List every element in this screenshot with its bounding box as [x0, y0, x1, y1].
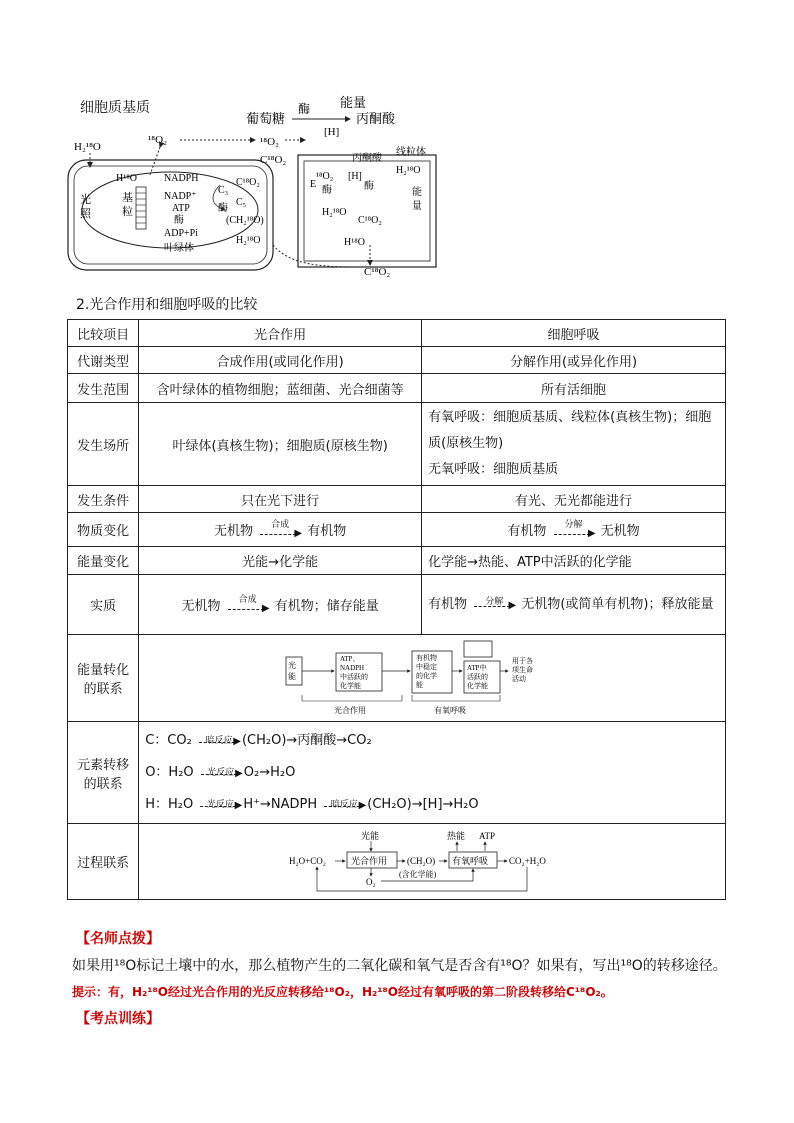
- text: 无机物(或简单有机物)；释放能量: [521, 596, 714, 612]
- cell: 含叶绿体的植物细胞；蓝细菌、光合细菌等: [139, 374, 422, 403]
- cell: 发生范围: [68, 374, 139, 403]
- co2-chloro: C¹⁸O₂: [236, 177, 260, 188]
- cell: 化学能→热能、ATP中活跃的化学能: [422, 547, 726, 575]
- mito-energy-1: 能: [412, 187, 422, 198]
- cell: [139, 513, 422, 547]
- teacher-tip-heading: 【名师点拨】: [76, 931, 160, 947]
- cytoplasm-label: 细胞质基质: [80, 100, 150, 116]
- cell: 物质变化: [68, 513, 139, 547]
- text: H：H₂O: [145, 796, 194, 812]
- reaction-arrow: 合成 ▶: [258, 525, 302, 539]
- pyruvate: 丙酮酸: [356, 111, 396, 126]
- reaction-arrow: 合成 ▶: [226, 600, 270, 614]
- header-item: 比较项目: [68, 320, 139, 347]
- table-row: [68, 824, 726, 900]
- text: 有机物: [428, 596, 468, 612]
- cell: 实质: [68, 575, 139, 635]
- table-row: [68, 320, 726, 347]
- table-row: [68, 575, 726, 635]
- enzyme-chloro: 酶: [174, 215, 184, 226]
- reaction-arrow: 光反应 ▶: [199, 765, 243, 779]
- c3: C₃: [218, 185, 229, 196]
- cell: 叶绿体(真核生物)；细胞质(原核生物): [139, 403, 422, 486]
- cell: [422, 575, 726, 635]
- c5: C₅: [236, 197, 247, 208]
- pr-heat: 热能: [447, 830, 466, 841]
- table-row: [68, 347, 726, 374]
- arrow-label: 合成: [271, 519, 290, 530]
- table-row: [68, 403, 726, 486]
- glucose: 葡萄糖: [246, 111, 286, 126]
- atp: ATP: [172, 203, 190, 214]
- cell: 有光、无光都能进行: [422, 486, 726, 513]
- process-diagram: [287, 829, 577, 895]
- reaction-arrow: 暗反应 ▶: [322, 797, 366, 811]
- pr-ch2o: (CH₂O): [407, 855, 436, 866]
- arrow-label: 暗反应: [205, 736, 233, 746]
- section-title: 2.光合作用和细胞呼吸的比较: [76, 297, 258, 313]
- h2o-chloro: H¹⁸O: [116, 173, 137, 184]
- cell-metabolism-diagram: [60, 95, 450, 280]
- text: 无机物: [181, 599, 221, 614]
- text: 无机物: [213, 524, 253, 539]
- el-use: 用于各项生命活动: [512, 657, 534, 683]
- enzyme-chloro-2: 酶: [218, 203, 228, 214]
- el-resp: 有氧呼吸: [434, 706, 467, 715]
- o2-top: ¹⁸O₂: [148, 134, 167, 146]
- chloroplast-label: 叶绿体: [164, 243, 194, 254]
- energy-link-diagram: [282, 637, 582, 719]
- reaction-arrow: 光反应 ▶: [198, 797, 242, 811]
- table-row: [68, 547, 726, 575]
- energy-top: 能量: [340, 95, 367, 110]
- cell: 代谢类型: [68, 347, 139, 374]
- cell: 能量转化的联系: [68, 635, 139, 722]
- text: 有机物: [507, 524, 547, 539]
- grana-2: 粒: [122, 206, 133, 218]
- text: (CH₂O)→[H]→H₂O: [367, 796, 479, 812]
- arrow-label: 分解: [564, 519, 583, 530]
- arrow-label: 暗反应: [330, 800, 358, 810]
- cell: 分解作用(或异化作用): [422, 347, 726, 374]
- cell: [139, 575, 422, 635]
- co2-right: C¹⁸O₂: [260, 154, 287, 166]
- cell: [422, 403, 726, 486]
- el-stable-box: 有机物中稳定的化学能: [416, 654, 438, 689]
- grana-1: 基: [122, 192, 133, 204]
- enzyme-top: 酶: [298, 102, 311, 116]
- mito-h2o-in: H₂¹⁸O: [396, 165, 421, 176]
- text: (CH₂O)→丙酮酸→CO₂: [241, 732, 372, 748]
- mito-enzyme-2: 酶: [364, 181, 374, 192]
- table-row: [68, 374, 726, 403]
- text: 无机物: [600, 524, 640, 539]
- mito-co2: C¹⁸O₂: [358, 215, 382, 226]
- pr-output: CO₂+H₂O: [509, 855, 546, 866]
- cell: 过程联系: [68, 824, 139, 900]
- pr-input: H₂O+CO₂: [289, 855, 326, 866]
- light-2: 照: [80, 208, 91, 220]
- mito-o2: ¹⁸O₂: [316, 171, 334, 182]
- element-h: [145, 789, 719, 821]
- light-1: 光: [80, 194, 91, 206]
- pr-photo: 光合作用: [351, 855, 388, 866]
- nadph: NADPH: [164, 173, 199, 184]
- co2-bottom: C¹⁸O₂: [364, 266, 391, 278]
- mito-energy-2: 量: [412, 201, 422, 212]
- text: H⁺→NADPH: [243, 796, 318, 812]
- el-light: 光能: [288, 661, 297, 681]
- cell: 发生场所: [68, 403, 139, 486]
- comparison-table: [67, 319, 726, 900]
- cell: 光能→化学能: [139, 547, 422, 575]
- cell: 合成作用(或同化作用): [139, 347, 422, 374]
- arrow-label: 光反应: [206, 800, 234, 810]
- mito-h2o-bottom: H¹⁸O: [344, 237, 365, 248]
- text: O：H₂O: [145, 764, 194, 780]
- adp: ADP+Pi: [164, 228, 198, 239]
- cell: 只在光下进行: [139, 486, 422, 513]
- cell: 所有活细胞: [422, 374, 726, 403]
- site-resp-2: 无氧呼吸：细胞质基质: [428, 462, 559, 477]
- pyruvate-inner: 丙酮酸: [352, 153, 382, 164]
- table-row: [68, 722, 726, 824]
- cell: 发生条件: [68, 486, 139, 513]
- site-resp-1: 有氧呼吸：细胞质基质、线粒体(真核生物)；细胞质(原核生物): [428, 410, 712, 451]
- text: 有机物: [307, 524, 347, 539]
- mitochondria-label: 线粒体: [396, 147, 426, 158]
- nadp: NADP⁺: [164, 191, 197, 202]
- mito-h: [H]: [348, 171, 362, 182]
- cell: [139, 635, 726, 722]
- element-c: [145, 725, 719, 757]
- hint-text: 提示：有，H₂¹⁸O经过光合作用的光反应转移给¹⁸O₂，H₂¹⁸O经过有氧呼吸的第二阶段转移给C¹⁸O₂。: [72, 985, 613, 999]
- mito-enzyme: 酶: [322, 185, 332, 196]
- reaction-arrow: 分解 ▶: [552, 525, 596, 539]
- text: 有机物；储存能量: [274, 599, 379, 614]
- element-o: [145, 757, 719, 789]
- reaction-arrow: 暗反应 ▶: [197, 733, 241, 747]
- cell: 元素转移的联系: [68, 722, 139, 824]
- text: C：CO₂: [145, 732, 192, 748]
- table-row: [68, 486, 726, 513]
- el-atp2-box: ATP中活跃的化学能: [467, 664, 489, 690]
- pr-resp: 有氧呼吸: [452, 855, 489, 866]
- el-atp-box: ATP、 NADPH 中活跃的化学能: [340, 655, 369, 690]
- pr-o2: O₂: [366, 876, 376, 887]
- header-resp: 细胞呼吸: [422, 320, 726, 347]
- table-row: [68, 635, 726, 722]
- h2o-out: H₂¹⁸O: [236, 235, 261, 246]
- question-text: 如果用¹⁸O标记土壤中的水，那么植物产生的二氧化碳和氧气是否含有¹⁸O？如果有，写出¹⁸O的转移途径。: [72, 958, 727, 974]
- ch2o: (CH₂¹⁸O): [226, 215, 264, 226]
- arrow-label: 合成: [238, 594, 257, 605]
- arrow-label: 分解: [485, 597, 504, 607]
- el-photo: 光合作用: [334, 706, 367, 715]
- pr-light: 光能: [361, 830, 380, 841]
- cell: 能量变化: [68, 547, 139, 575]
- table-row: [68, 513, 726, 547]
- cell: [139, 824, 726, 900]
- pr-chem: (含化学能): [399, 869, 437, 879]
- o2-arrow-label: ¹⁸O₂: [260, 136, 279, 148]
- text: O₂→H₂O: [243, 764, 296, 780]
- cell: [422, 513, 726, 547]
- h2o-top: H₂¹⁸O: [74, 141, 101, 153]
- arrow-label: 光反应: [207, 768, 235, 778]
- cell: [139, 722, 726, 824]
- mito-h2o: H₂¹⁸O: [322, 207, 347, 218]
- header-photo: 光合作用: [139, 320, 422, 347]
- reaction-arrow: 分解 ▶: [472, 597, 516, 611]
- pr-atp: ATP: [479, 830, 496, 841]
- training-heading: 【考点训练】: [76, 1011, 160, 1027]
- mito-e: E: [310, 179, 317, 190]
- h-bracket: [H]: [324, 126, 340, 138]
